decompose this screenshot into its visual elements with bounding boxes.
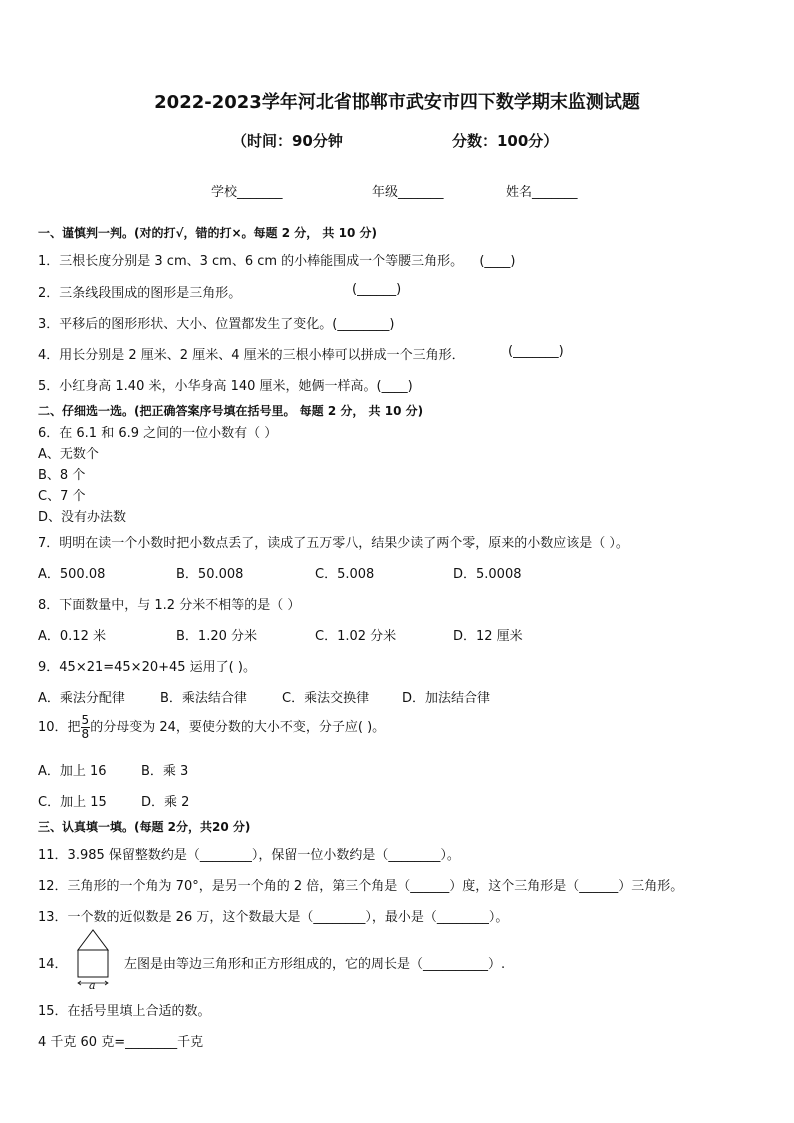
question-1-text: 1．三根长度分别是 3 cm、3 cm、6 cm 的小棒能围成一个等腰三角形。 bbox=[38, 254, 464, 269]
question-12: 12．三角形的一个角为 70°，是另一个角的 2 倍，第三个角是（______）度，这个三角形是（______）三角形。 bbox=[38, 879, 684, 894]
fraction-numerator: 5 bbox=[81, 713, 90, 727]
section-3-heading: 三、认真填一填。(每题 2分，共20 分) bbox=[38, 820, 251, 834]
exam-score: 分数：100分） bbox=[452, 132, 559, 150]
question-15: 15．在括号里填上合适的数。 bbox=[38, 1004, 211, 1019]
fraction-5-8 bbox=[81, 714, 91, 741]
question-1 bbox=[38, 250, 515, 269]
question-10-option-b: B．乘 3 bbox=[141, 764, 189, 779]
grade-field: 年级_______ bbox=[372, 185, 444, 200]
question-3: 3．平移后的图形形状、大小、位置都发生了变化。(________) bbox=[38, 317, 395, 332]
question-8-option-d: D．12 厘米 bbox=[453, 629, 523, 644]
question-9-option-b: B．乘法结合律 bbox=[160, 691, 247, 706]
question-10-suffix: 的分母变为 24，要使分数的大小不变，分子应( )。 bbox=[90, 720, 386, 735]
question-8-option-a: A．0.12 米 bbox=[38, 629, 106, 644]
question-10-option-a: A．加上 16 bbox=[38, 764, 107, 779]
question-14-text: 左图是由等边三角形和正方形组成的，它的周长是（__________）. bbox=[124, 957, 506, 972]
question-10-option-c: C．加上 15 bbox=[38, 795, 107, 810]
page-title: 2022-2023学年河北省邯郸市武安市四下数学期末监测试题 bbox=[154, 92, 640, 113]
question-14-number: 14． bbox=[38, 957, 68, 972]
question-6: 6．在 6.1 和 6.9 之间的一位小数有（ ） bbox=[38, 426, 278, 441]
question-8: 8．下面数量中，与 1.2 分米不相等的是（ ） bbox=[38, 598, 301, 613]
triangle-square-figure bbox=[74, 928, 116, 990]
question-2-blank: (______) bbox=[352, 282, 402, 297]
fraction-denominator: 8 bbox=[81, 727, 90, 741]
question-8-option-c: C．1.02 分米 bbox=[315, 629, 397, 644]
question-9: 9．45×21=45×20+45 运用了( )。 bbox=[38, 660, 256, 675]
question-9-option-a: A．乘法分配律 bbox=[38, 691, 125, 706]
side-label-a: a bbox=[89, 979, 96, 990]
question-10-option-d: D．乘 2 bbox=[141, 795, 190, 810]
question-6-option-b: B、8 个 bbox=[38, 468, 86, 483]
question-8-option-b: B．1.20 分米 bbox=[176, 629, 257, 644]
question-2 bbox=[38, 282, 241, 301]
exam-time: （时间：90分钟 bbox=[232, 132, 343, 150]
question-7: 7．明明在读一个小数时把小数点丢了，读成了五万零八，结果少读了两个零，原来的小数应该是（ ）。 bbox=[38, 536, 629, 551]
section-1-heading: 一、谨慎判一判。(对的打√，错的打×。每题 2 分， 共 10 分) bbox=[38, 226, 377, 240]
question-4: 4．用长分别是 2 厘米、2 厘米、4 厘米的三根小棒可以拼成一个三角形． bbox=[38, 348, 465, 363]
question-1-blank: (____) bbox=[479, 254, 516, 269]
question-7-option-c: C．5.008 bbox=[315, 567, 375, 582]
question-6-option-a: A、无数个 bbox=[38, 447, 99, 462]
question-6-option-d: D、没有办法数 bbox=[38, 510, 127, 525]
section-2-heading: 二、仔细选一选。(把正确答案序号填在括号里。 每题 2 分， 共 10 分) bbox=[38, 404, 424, 418]
question-7-option-a: A．500.08 bbox=[38, 567, 106, 582]
question-5: 5．小红身高 1.40 米，小华身高 140 厘米，她俩一样高。(____) bbox=[38, 379, 413, 394]
school-field: 学校_______ bbox=[211, 185, 283, 200]
question-7-option-b: B．50.008 bbox=[176, 567, 244, 582]
name-field: 姓名_______ bbox=[506, 185, 578, 200]
question-15-line: 4 千克 60 克=________千克 bbox=[38, 1035, 204, 1050]
question-10 bbox=[38, 714, 385, 741]
question-4-blank: (_______) bbox=[508, 344, 564, 359]
question-9-option-d: D．加法结合律 bbox=[402, 691, 491, 706]
question-6-option-c: C、7 个 bbox=[38, 489, 86, 504]
question-10-prefix: 10．把 bbox=[38, 720, 81, 735]
house-figure bbox=[74, 928, 116, 994]
question-9-option-c: C．乘法交换律 bbox=[282, 691, 370, 706]
question-7-option-d: D．5.0008 bbox=[453, 567, 522, 582]
question-2-text: 2．三条线段围成的图形是三角形。 bbox=[38, 286, 242, 301]
question-13: 13．一个数的近似数是 26 万，这个数最大是（________），最小是（________）。 bbox=[38, 910, 509, 925]
question-11: 11．3.985 保留整数约是（________），保留一位小数约是（________）。 bbox=[38, 848, 460, 863]
